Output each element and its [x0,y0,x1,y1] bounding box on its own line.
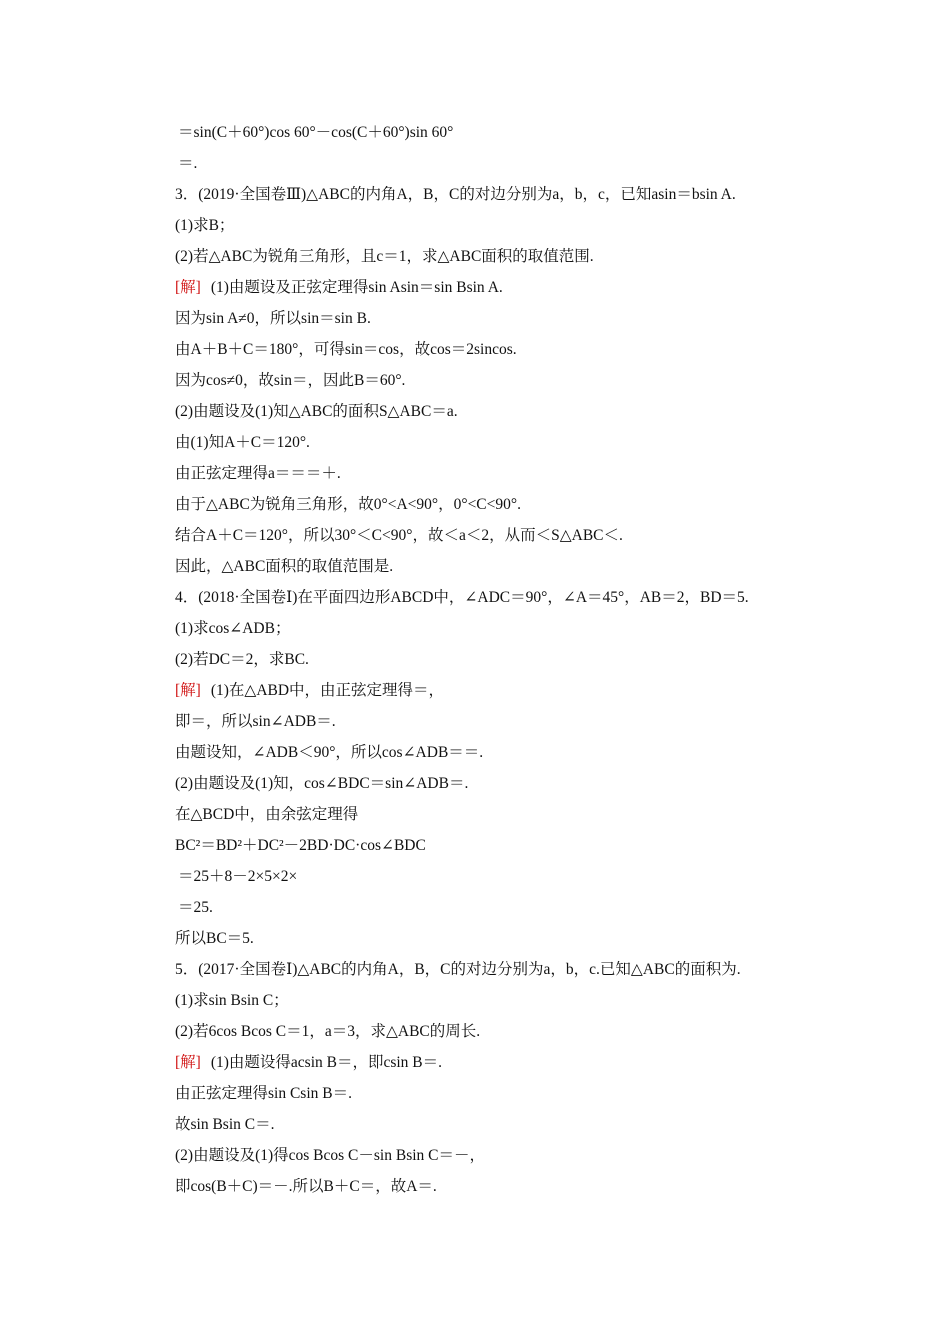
solution-tag: [解] [175,1054,201,1071]
equation-line: ＝sin(C＋60°)cos 60°－cos(C＋60°)sin 60° [178,124,454,141]
problem-5-statement: 5．(2017·全国卷Ⅰ)△ABC的内角A，B，C的对边分别为a，b，c.已知△ABC的面积为. [175,961,741,978]
solution-line: 因此，△ABC面积的取值范围是. [175,558,394,575]
solution-line: 由(1)知A＋C＝120°. [175,434,310,451]
solution-line: 因为cos≠0，故sin＝，因此B＝60°. [175,372,406,389]
solution-line [175,681,444,703]
solution-line: 所以BC＝5. [175,930,254,947]
solution-line: 由正弦定理得sin Csin B＝. [175,1085,352,1102]
equation-line: ＝. [178,155,198,172]
solution-line: 结合A＋C＝120°，所以30°＜C<90°，故＜a＜2，从而＜S△ABC＜. [175,527,623,544]
problem-4-statement: 4．(2018·全国卷Ⅰ)在平面四边形ABCD中，∠ADC＝90°，∠A＝45°，AB＝2，BD＝5. [175,589,749,606]
question-part: (1)求cos∠ADB； [175,620,291,637]
problem-3-statement: 3．(2019·全国卷Ⅲ)△ABC的内角A，B，C的对边分别为a，b，c，已知asin＝bsin A. [175,186,736,203]
solution-tag: [解] [175,682,201,699]
solution-line: 即cos(B＋C)＝－.所以B＋C＝，故A＝. [175,1178,437,1195]
solution-line: 由于△ABC为锐角三角形，故0°<A<90°，0°<C<90°. [175,496,521,513]
solution-line: 由正弦定理得a＝＝＝＋. [175,465,341,482]
question-part: (1)求B； [175,217,235,234]
solution-line [175,1053,442,1075]
question-part: (2)若DC＝2，求BC. [175,651,309,668]
equation-line: BC²＝BD²＋DC²－2BD·DC·cos∠BDC [175,837,426,854]
equation-line: ＝25. [178,899,213,916]
solution-tag: [解] [175,279,201,296]
solution-line: 由A＋B＋C＝180°，可得sin＝cos，故cos＝2sincos. [175,341,517,358]
solution-text: (1)由题设及正弦定理得sin Asin＝sin Bsin A. [210,279,503,296]
solution-text: (1)在△ABD中，由正弦定理得＝， [210,682,445,699]
solution-line: (2)由题设及(1)得cos Bcos C－sin Bsin C＝－， [175,1147,486,1164]
solution-line [175,278,503,300]
solution-line: 在△BCD中，由余弦定理得 [175,806,359,823]
question-part: (1)求sin Bsin C； [175,992,289,1009]
solution-line: 故sin Bsin C＝. [175,1116,275,1133]
solution-line: 即＝，所以sin∠ADB＝. [175,713,336,730]
question-part: (2)若△ABC为锐角三角形，且c＝1，求△ABC面积的取值范围. [175,248,594,265]
solution-line: 因为sin A≠0，所以sin＝sin B. [175,310,371,327]
solution-line: 由题设知，∠ADB＜90°，所以cos∠ADB＝＝. [175,744,484,761]
equation-line: ＝25＋8－2×5×2× [178,868,298,885]
question-part: (2)若6cos Bcos C＝1，a＝3，求△ABC的周长. [175,1023,481,1040]
solution-line: (2)由题设及(1)知，cos∠BDC＝sin∠ADB＝. [175,775,469,792]
solution-line: (2)由题设及(1)知△ABC的面积S△ABC＝a. [175,403,458,420]
solution-text: (1)由题设得acsin B＝，即csin B＝. [210,1054,443,1071]
